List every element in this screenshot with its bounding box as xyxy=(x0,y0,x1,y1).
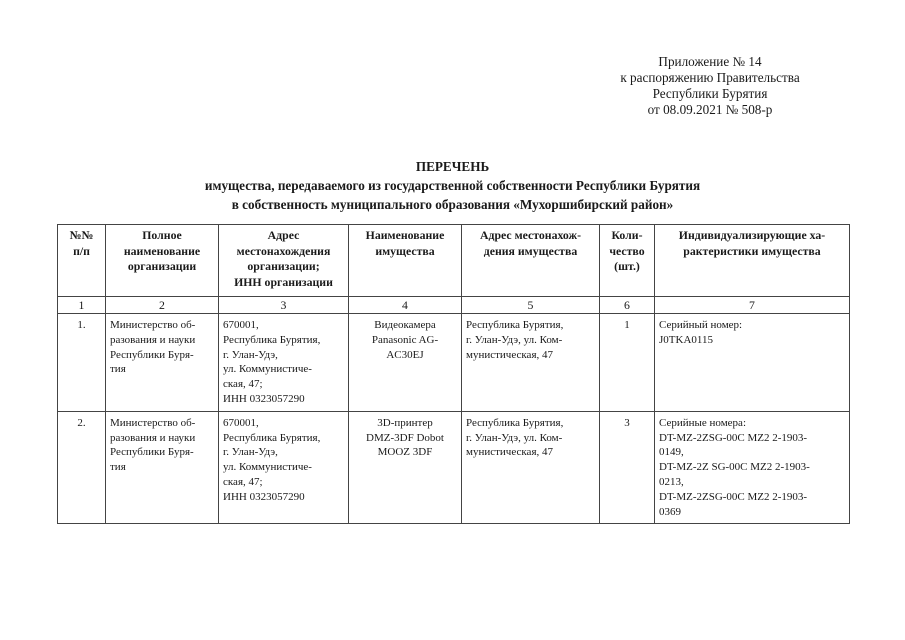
cell-number: 2. xyxy=(58,411,106,524)
cell-line: Республика Бурятия, xyxy=(466,416,564,429)
cell-line: тия xyxy=(110,461,126,474)
cell-line: 0149, xyxy=(659,446,684,459)
cell-property-name xyxy=(349,314,462,412)
header-line: Полное xyxy=(142,228,182,242)
cell-line: мунистическая, 47 xyxy=(466,348,554,361)
cell-line: 0213, xyxy=(659,475,684,488)
header-property-name xyxy=(349,225,462,297)
annex-order-ref: к распоряжению Правительства xyxy=(620,70,800,85)
cell-line: Серийные номера: xyxy=(659,416,746,429)
cell-line: разования и науки xyxy=(110,333,196,346)
cell-property-name xyxy=(349,411,462,524)
cell-line: г. Улан-Удэ, ул. Ком- xyxy=(466,431,563,444)
cell-line: DT-MZ-2ZSG-00C MZ2 2-1903- xyxy=(659,431,808,444)
cell-line: 3D-принтер xyxy=(377,416,433,429)
cell-line: MOOZ 3DF xyxy=(377,446,433,459)
cell-line: мунистическая, 47 xyxy=(466,446,554,459)
document-subtitle-2: в собственность муниципального образования «Мухоршибирский район» xyxy=(231,197,674,212)
header-line: организации xyxy=(127,259,197,273)
header-line: имущества xyxy=(375,243,435,258)
header-property-address xyxy=(462,225,600,297)
annex-number: Приложение № 14 xyxy=(658,54,762,69)
table-row xyxy=(58,314,850,412)
header-line: Адрес местонахож- xyxy=(479,228,582,242)
column-number-row xyxy=(58,297,850,314)
cell-property-address xyxy=(462,411,600,524)
header-organization xyxy=(106,225,219,297)
cell-line: Республики Буря- xyxy=(110,348,194,361)
cell-org-address xyxy=(219,411,349,524)
cell-characteristics xyxy=(655,314,850,412)
header-characteristics xyxy=(655,225,850,297)
annex-republic: Республики Бурятия xyxy=(652,86,768,101)
cell-number: 1. xyxy=(58,314,106,412)
table-row xyxy=(58,411,850,524)
cell-characteristics xyxy=(655,411,850,524)
header-line: дения имущества xyxy=(483,243,578,258)
column-number: 5 xyxy=(462,297,600,314)
cell-line: ул. Коммунистиче- xyxy=(223,363,312,376)
document-title: ПЕРЕЧЕНЬ xyxy=(415,159,490,174)
header-line: наименование xyxy=(123,243,201,258)
column-number: 4 xyxy=(349,297,462,314)
cell-line: ул. Коммунистиче- xyxy=(223,461,312,474)
cell-line: ИНН 0323057290 xyxy=(223,392,305,405)
header-line: чество xyxy=(609,243,645,258)
cell-line: разования и науки xyxy=(110,431,196,444)
header-line: организации; xyxy=(247,259,320,273)
cell-org-address xyxy=(219,314,349,412)
cell-line: ИНН 0323057290 xyxy=(223,490,305,503)
cell-line: 0369 xyxy=(659,505,681,518)
cell-line: J0TKA0115 xyxy=(659,333,713,346)
cell-quantity: 1 xyxy=(600,314,655,412)
header-line: Коли- xyxy=(611,228,643,242)
cell-line: Республика Бурятия, xyxy=(223,431,321,444)
cell-line: г. Улан-Удэ, ул. Ком- xyxy=(466,333,563,346)
cell-line: AC30EJ xyxy=(386,348,424,361)
header-number xyxy=(58,225,106,297)
cell-line: Республики Буря- xyxy=(110,446,194,459)
cell-line: DMZ-3DF Dobot xyxy=(366,431,444,444)
header-line: №№ xyxy=(69,228,94,242)
cell-quantity: 3 xyxy=(600,411,655,524)
column-number: 7 xyxy=(655,297,850,314)
cell-property-address xyxy=(462,314,600,412)
document-heading xyxy=(0,157,905,214)
header-line: ИНН организации xyxy=(234,274,333,289)
header-line: п/п xyxy=(73,243,90,258)
cell-line: Серийный номер: xyxy=(659,319,743,331)
cell-line: г. Улан-Удэ, xyxy=(223,348,278,361)
column-number: 6 xyxy=(600,297,655,314)
annex-date: от 08.09.2021 № 508-р xyxy=(647,102,773,117)
cell-organization xyxy=(106,411,219,524)
cell-line: тия xyxy=(110,363,126,376)
property-table xyxy=(57,224,850,524)
document-subtitle-1: имущества, передаваемого из государственной собственности Республики Бурятия xyxy=(204,178,701,193)
column-number: 1 xyxy=(58,297,106,314)
cell-line: г. Улан-Удэ, xyxy=(223,446,278,459)
header-quantity xyxy=(600,225,655,297)
column-number: 3 xyxy=(219,297,349,314)
cell-organization xyxy=(106,314,219,412)
column-number: 2 xyxy=(106,297,219,314)
cell-line: 670001, xyxy=(223,319,259,331)
cell-line: Республика Бурятия, xyxy=(223,333,321,346)
cell-line: Panasonic AG- xyxy=(371,333,439,346)
header-line: рактеристики имущества xyxy=(683,243,821,258)
header-line: Индивидуализирующие ха- xyxy=(678,228,826,242)
annex-header xyxy=(590,54,830,118)
header-org-address xyxy=(219,225,349,297)
cell-line: DT-MZ-2ZSG-00C MZ2 2-1903- xyxy=(659,490,808,503)
table-header-row xyxy=(58,225,850,297)
cell-line: ская, 47; xyxy=(223,378,263,391)
cell-line: ская, 47; xyxy=(223,475,263,488)
cell-line: Министерство об- xyxy=(110,319,196,331)
cell-line: Министерство об- xyxy=(110,416,196,429)
header-line: Наименование xyxy=(365,228,445,242)
header-line: местонахождения xyxy=(236,243,331,258)
cell-line: Республика Бурятия, xyxy=(466,319,564,331)
header-line: (шт.) xyxy=(614,259,640,273)
header-line: Адрес xyxy=(267,228,300,242)
cell-line: DT-MZ-2Z SG-00C MZ2 2-1903- xyxy=(659,461,810,474)
cell-line: Видеокамера xyxy=(374,319,436,331)
cell-line: 670001, xyxy=(223,416,259,429)
